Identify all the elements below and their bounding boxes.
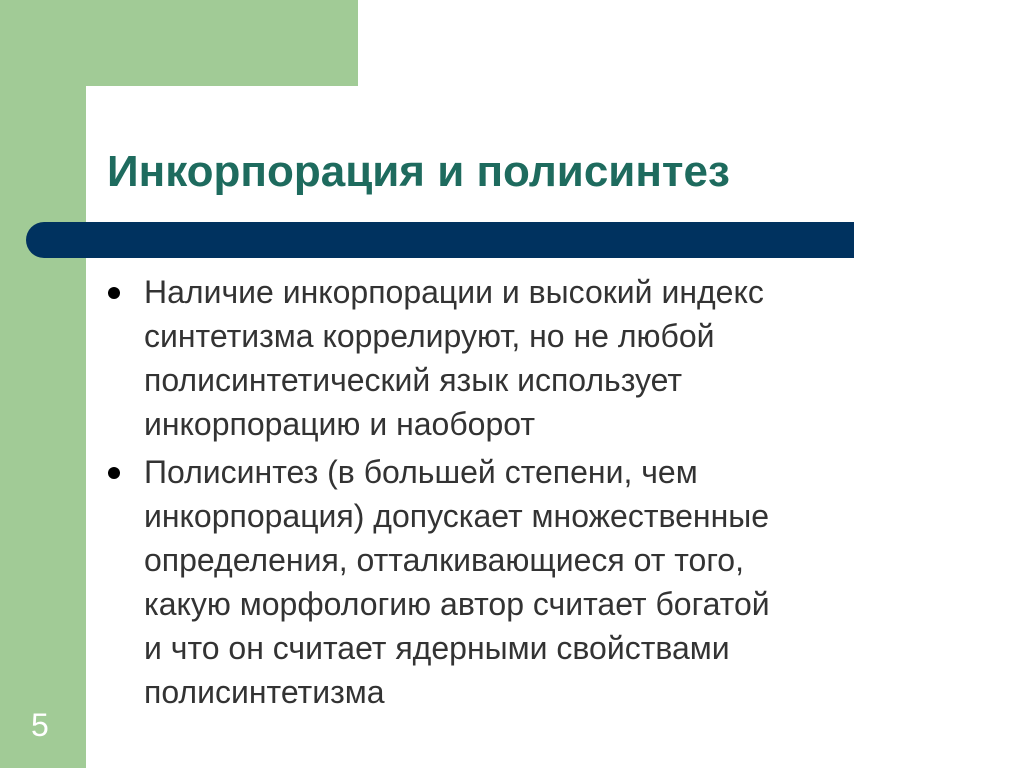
bullet-text-line: инкорпорацию и наоборот xyxy=(144,406,536,442)
bullet-text-line: какую морфологию автор считает богатой xyxy=(144,586,770,622)
green-frame-top xyxy=(0,0,358,86)
bullet-text-line: и что он считает ядерными свойствами xyxy=(144,630,730,666)
content-area-corner xyxy=(86,86,146,146)
bullet-text-line: полисинтетизма xyxy=(144,674,385,710)
bullet-dot-icon xyxy=(108,287,120,299)
bullet-text-line: Наличие инкорпорации и высокий индекс xyxy=(144,274,764,310)
slide-number: 5 xyxy=(31,707,49,743)
bullet-item xyxy=(100,450,940,714)
bullet-list xyxy=(100,270,940,718)
title-divider-bar xyxy=(26,222,854,258)
bullet-text-line: инкорпорация) допускает множественные xyxy=(144,498,770,534)
bullet-text-line: определения, отталкивающиеся от того, xyxy=(144,542,744,578)
bullet-text-line: синтетизма коррелируют, но не любой xyxy=(144,318,715,354)
green-frame-left xyxy=(0,0,86,768)
bullet-item xyxy=(100,270,940,446)
slide-title: Инкорпорация и полисинтез xyxy=(107,147,730,196)
bullet-dot-icon xyxy=(108,467,120,479)
bullet-text-line: полисинтетический язык использует xyxy=(144,362,683,398)
bullet-text-line: Полисинтез (в большей степени, чем xyxy=(144,454,698,490)
